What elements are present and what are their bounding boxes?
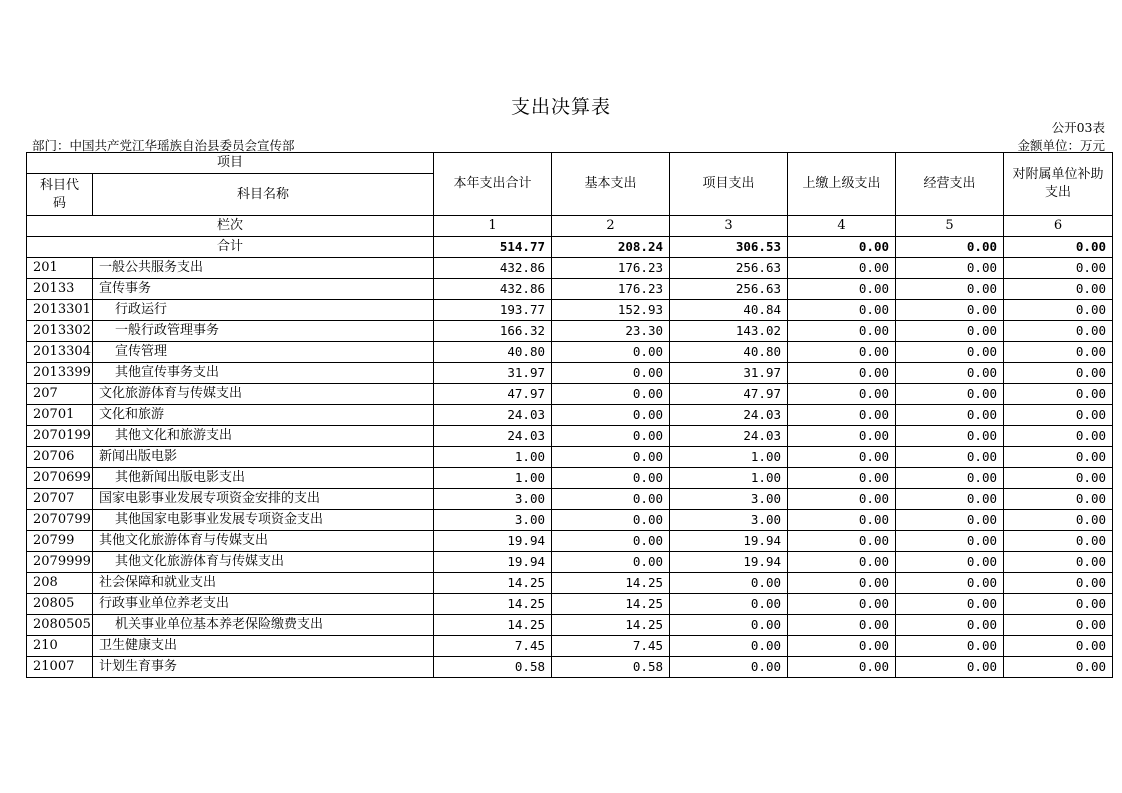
subject-code-cell: 208 bbox=[27, 573, 93, 594]
amount-cell: 1.00 bbox=[434, 447, 552, 468]
total-value-cell: 514.77 bbox=[434, 237, 552, 258]
subject-code-cell: 20707 bbox=[27, 489, 93, 510]
table-row bbox=[27, 552, 1113, 573]
amount-cell: 0.00 bbox=[1004, 636, 1113, 657]
subject-name-cell: 其他文化旅游体育与传媒支出 bbox=[93, 552, 434, 573]
amount-cell: 0.00 bbox=[1004, 573, 1113, 594]
subject-name-cell: 文化旅游体育与传媒支出 bbox=[93, 384, 434, 405]
amount-cell: 14.25 bbox=[434, 615, 552, 636]
amount-cell: 14.25 bbox=[552, 573, 670, 594]
project-header: 项目 bbox=[27, 153, 434, 174]
amount-cell: 0.00 bbox=[552, 426, 670, 447]
name-header: 科目名称 bbox=[93, 174, 434, 216]
amount-cell: 0.00 bbox=[788, 426, 896, 447]
subject-code-cell: 2079999 bbox=[27, 552, 93, 573]
expenditure-table bbox=[26, 152, 1113, 678]
amount-cell: 0.58 bbox=[434, 657, 552, 678]
column-number-cell: 5 bbox=[896, 216, 1004, 237]
basic-header: 基本支出 bbox=[552, 153, 670, 216]
amount-cell: 0.00 bbox=[1004, 468, 1113, 489]
amount-cell: 256.63 bbox=[670, 279, 788, 300]
subject-name-cell: 社会保障和就业支出 bbox=[93, 573, 434, 594]
total-value-cell: 0.00 bbox=[896, 237, 1004, 258]
amount-cell: 0.00 bbox=[896, 636, 1004, 657]
amount-cell: 0.00 bbox=[552, 531, 670, 552]
amount-cell: 0.00 bbox=[1004, 300, 1113, 321]
subject-name-cell: 一般行政管理事务 bbox=[93, 321, 434, 342]
amount-cell: 0.00 bbox=[552, 363, 670, 384]
subject-name-cell: 文化和旅游 bbox=[93, 405, 434, 426]
table-row bbox=[27, 636, 1113, 657]
subject-code-cell: 210 bbox=[27, 636, 93, 657]
subject-code-cell: 2080505 bbox=[27, 615, 93, 636]
amount-cell: 0.00 bbox=[1004, 615, 1113, 636]
table-row bbox=[27, 342, 1113, 363]
subject-name-cell: 宣传事务 bbox=[93, 279, 434, 300]
amount-cell: 0.00 bbox=[1004, 510, 1113, 531]
subject-name-cell: 其他文化和旅游支出 bbox=[93, 426, 434, 447]
amount-cell: 14.25 bbox=[552, 594, 670, 615]
amount-cell: 0.00 bbox=[1004, 657, 1113, 678]
amount-cell: 432.86 bbox=[434, 279, 552, 300]
subject-name-cell: 卫生健康支出 bbox=[93, 636, 434, 657]
amount-cell: 40.84 bbox=[670, 300, 788, 321]
amount-cell: 1.00 bbox=[434, 468, 552, 489]
amount-cell: 0.00 bbox=[552, 405, 670, 426]
amount-cell: 0.00 bbox=[1004, 342, 1113, 363]
subject-name-cell: 一般公共服务支出 bbox=[93, 258, 434, 279]
amount-cell: 47.97 bbox=[434, 384, 552, 405]
amount-cell: 0.00 bbox=[552, 342, 670, 363]
amount-cell: 0.00 bbox=[788, 300, 896, 321]
amount-cell: 19.94 bbox=[670, 552, 788, 573]
subject-name-cell: 新闻出版电影 bbox=[93, 447, 434, 468]
column-number-cell: 4 bbox=[788, 216, 896, 237]
report-title: 支出决算表 bbox=[510, 96, 611, 118]
subject-name-cell: 机关事业单位基本养老保险缴费支出 bbox=[93, 615, 434, 636]
amount-cell: 24.03 bbox=[434, 426, 552, 447]
amount-cell: 0.00 bbox=[552, 489, 670, 510]
amount-cell: 0.00 bbox=[788, 279, 896, 300]
subject-code-cell: 21007 bbox=[27, 657, 93, 678]
table-row bbox=[27, 594, 1113, 615]
amount-cell: 19.94 bbox=[670, 531, 788, 552]
subject-code-cell: 207 bbox=[27, 384, 93, 405]
table-row bbox=[27, 363, 1113, 384]
table-row bbox=[27, 300, 1113, 321]
table-row bbox=[27, 615, 1113, 636]
amount-cell: 0.00 bbox=[896, 321, 1004, 342]
amount-cell: 0.00 bbox=[788, 636, 896, 657]
amount-cell: 0.00 bbox=[896, 258, 1004, 279]
amount-cell: 0.00 bbox=[788, 531, 896, 552]
code-header: 科目代码 bbox=[27, 174, 93, 216]
total-header: 本年支出合计 bbox=[434, 153, 552, 216]
amount-cell: 0.00 bbox=[1004, 258, 1113, 279]
amount-cell: 0.00 bbox=[896, 279, 1004, 300]
column-number-cell: 3 bbox=[670, 216, 788, 237]
row-label-header: 栏次 bbox=[27, 216, 434, 237]
amount-cell: 176.23 bbox=[552, 258, 670, 279]
table-number: 公开03表 bbox=[1051, 120, 1105, 135]
amount-cell: 0.00 bbox=[896, 405, 1004, 426]
amount-cell: 0.00 bbox=[896, 615, 1004, 636]
subject-name-cell: 国家电影事业发展专项资金安排的支出 bbox=[93, 489, 434, 510]
amount-cell: 152.93 bbox=[552, 300, 670, 321]
amount-cell: 0.00 bbox=[1004, 405, 1113, 426]
subject-code-cell: 2070699 bbox=[27, 468, 93, 489]
department-label: 部门：中国共产党江华瑶族自治县委员会宣传部 bbox=[32, 138, 295, 153]
amount-cell: 0.00 bbox=[788, 321, 896, 342]
superior-header: 上缴上级支出 bbox=[788, 153, 896, 216]
amount-cell: 31.97 bbox=[670, 363, 788, 384]
amount-cell: 0.00 bbox=[552, 468, 670, 489]
amount-cell: 0.00 bbox=[1004, 384, 1113, 405]
subject-code-cell: 20701 bbox=[27, 405, 93, 426]
amount-cell: 0.00 bbox=[552, 384, 670, 405]
table-row bbox=[27, 321, 1113, 342]
total-value-cell: 0.00 bbox=[1004, 237, 1113, 258]
amount-cell: 0.00 bbox=[552, 447, 670, 468]
subject-name-cell: 行政运行 bbox=[93, 300, 434, 321]
amount-cell: 19.94 bbox=[434, 552, 552, 573]
subject-code-cell: 201 bbox=[27, 258, 93, 279]
table-row bbox=[27, 531, 1113, 552]
amount-cell: 166.32 bbox=[434, 321, 552, 342]
total-value-cell: 0.00 bbox=[788, 237, 896, 258]
column-number-cell: 2 bbox=[552, 216, 670, 237]
amount-cell: 1.00 bbox=[670, 468, 788, 489]
amount-cell: 0.00 bbox=[896, 573, 1004, 594]
amount-cell: 0.00 bbox=[896, 426, 1004, 447]
amount-cell: 0.00 bbox=[1004, 489, 1113, 510]
amount-cell: 0.00 bbox=[788, 405, 896, 426]
amount-cell: 256.63 bbox=[670, 258, 788, 279]
subject-code-cell: 2013304 bbox=[27, 342, 93, 363]
table-row bbox=[27, 405, 1113, 426]
amount-cell: 3.00 bbox=[670, 489, 788, 510]
amount-cell: 0.00 bbox=[788, 363, 896, 384]
amount-cell: 0.00 bbox=[1004, 531, 1113, 552]
amount-cell: 0.00 bbox=[788, 342, 896, 363]
table-row bbox=[27, 258, 1113, 279]
table-row bbox=[27, 426, 1113, 447]
subject-code-cell: 2070799 bbox=[27, 510, 93, 531]
subject-name-cell: 其他国家电影事业发展专项资金支出 bbox=[93, 510, 434, 531]
amount-cell: 14.25 bbox=[434, 594, 552, 615]
unit-label: 金额单位：万元 bbox=[1017, 138, 1105, 153]
total-label: 合计 bbox=[27, 237, 434, 258]
amount-cell: 0.00 bbox=[896, 531, 1004, 552]
subject-name-cell: 行政事业单位养老支出 bbox=[93, 594, 434, 615]
amount-cell: 0.00 bbox=[896, 363, 1004, 384]
amount-cell: 0.00 bbox=[788, 594, 896, 615]
subject-name-cell: 宣传管理 bbox=[93, 342, 434, 363]
amount-cell: 7.45 bbox=[434, 636, 552, 657]
amount-cell: 0.00 bbox=[788, 657, 896, 678]
table-row bbox=[27, 447, 1113, 468]
amount-cell: 23.30 bbox=[552, 321, 670, 342]
amount-cell: 3.00 bbox=[670, 510, 788, 531]
total-row bbox=[27, 237, 1113, 258]
table-row bbox=[27, 510, 1113, 531]
total-value-cell: 208.24 bbox=[552, 237, 670, 258]
column-number-row bbox=[27, 216, 1113, 237]
amount-cell: 0.00 bbox=[788, 615, 896, 636]
amount-cell: 3.00 bbox=[434, 489, 552, 510]
amount-cell: 432.86 bbox=[434, 258, 552, 279]
subject-name-cell: 计划生育事务 bbox=[93, 657, 434, 678]
amount-cell: 0.00 bbox=[1004, 552, 1113, 573]
amount-cell: 1.00 bbox=[670, 447, 788, 468]
amount-cell: 0.00 bbox=[896, 447, 1004, 468]
amount-cell: 0.00 bbox=[896, 657, 1004, 678]
amount-cell: 0.00 bbox=[1004, 321, 1113, 342]
amount-cell: 0.00 bbox=[788, 552, 896, 573]
amount-cell: 0.00 bbox=[1004, 447, 1113, 468]
amount-cell: 0.00 bbox=[788, 384, 896, 405]
amount-cell: 0.00 bbox=[896, 510, 1004, 531]
amount-cell: 14.25 bbox=[552, 615, 670, 636]
amount-cell: 0.00 bbox=[896, 552, 1004, 573]
subject-code-cell: 20799 bbox=[27, 531, 93, 552]
table-row bbox=[27, 657, 1113, 678]
table-row bbox=[27, 573, 1113, 594]
amount-cell: 143.02 bbox=[670, 321, 788, 342]
total-value-cell: 306.53 bbox=[670, 237, 788, 258]
amount-cell: 0.00 bbox=[670, 657, 788, 678]
amount-cell: 0.00 bbox=[1004, 279, 1113, 300]
subsidy-header: 对附属单位补助支出 bbox=[1004, 153, 1113, 216]
amount-cell: 40.80 bbox=[434, 342, 552, 363]
subject-code-cell: 20133 bbox=[27, 279, 93, 300]
amount-cell: 0.00 bbox=[670, 615, 788, 636]
amount-cell: 176.23 bbox=[552, 279, 670, 300]
amount-cell: 0.00 bbox=[670, 573, 788, 594]
amount-cell: 0.00 bbox=[788, 468, 896, 489]
amount-cell: 0.00 bbox=[896, 300, 1004, 321]
amount-cell: 0.00 bbox=[896, 342, 1004, 363]
table-row bbox=[27, 468, 1113, 489]
amount-cell: 0.00 bbox=[670, 594, 788, 615]
column-number-cell: 1 bbox=[434, 216, 552, 237]
amount-cell: 24.03 bbox=[670, 426, 788, 447]
amount-cell: 0.00 bbox=[788, 489, 896, 510]
subject-code-cell: 2013301 bbox=[27, 300, 93, 321]
subject-code-cell: 20706 bbox=[27, 447, 93, 468]
amount-cell: 0.00 bbox=[896, 594, 1004, 615]
amount-cell: 0.00 bbox=[896, 384, 1004, 405]
amount-cell: 0.00 bbox=[552, 510, 670, 531]
amount-cell: 0.00 bbox=[670, 636, 788, 657]
amount-cell: 193.77 bbox=[434, 300, 552, 321]
amount-cell: 0.00 bbox=[1004, 594, 1113, 615]
subject-name-cell: 其他宣传事务支出 bbox=[93, 363, 434, 384]
table-row bbox=[27, 489, 1113, 510]
amount-cell: 7.45 bbox=[552, 636, 670, 657]
table-row bbox=[27, 279, 1113, 300]
amount-cell: 31.97 bbox=[434, 363, 552, 384]
amount-cell: 0.00 bbox=[896, 489, 1004, 510]
item-header: 项目支出 bbox=[670, 153, 788, 216]
amount-cell: 0.00 bbox=[1004, 426, 1113, 447]
amount-cell: 0.00 bbox=[552, 552, 670, 573]
amount-cell: 0.00 bbox=[896, 468, 1004, 489]
amount-cell: 24.03 bbox=[434, 405, 552, 426]
amount-cell: 0.00 bbox=[788, 258, 896, 279]
amount-cell: 0.00 bbox=[788, 510, 896, 531]
subject-name-cell: 其他新闻出版电影支出 bbox=[93, 468, 434, 489]
subject-code-cell: 2013399 bbox=[27, 363, 93, 384]
amount-cell: 47.97 bbox=[670, 384, 788, 405]
amount-cell: 0.00 bbox=[1004, 363, 1113, 384]
subject-code-cell: 2013302 bbox=[27, 321, 93, 342]
subject-code-cell: 20805 bbox=[27, 594, 93, 615]
column-number-cell: 6 bbox=[1004, 216, 1113, 237]
amount-cell: 0.00 bbox=[788, 447, 896, 468]
amount-cell: 40.80 bbox=[670, 342, 788, 363]
amount-cell: 14.25 bbox=[434, 573, 552, 594]
amount-cell: 0.58 bbox=[552, 657, 670, 678]
subject-name-cell: 其他文化旅游体育与传媒支出 bbox=[93, 531, 434, 552]
business-header: 经营支出 bbox=[896, 153, 1004, 216]
amount-cell: 19.94 bbox=[434, 531, 552, 552]
amount-cell: 24.03 bbox=[670, 405, 788, 426]
amount-cell: 0.00 bbox=[788, 573, 896, 594]
amount-cell: 3.00 bbox=[434, 510, 552, 531]
subject-code-cell: 2070199 bbox=[27, 426, 93, 447]
table-row bbox=[27, 384, 1113, 405]
